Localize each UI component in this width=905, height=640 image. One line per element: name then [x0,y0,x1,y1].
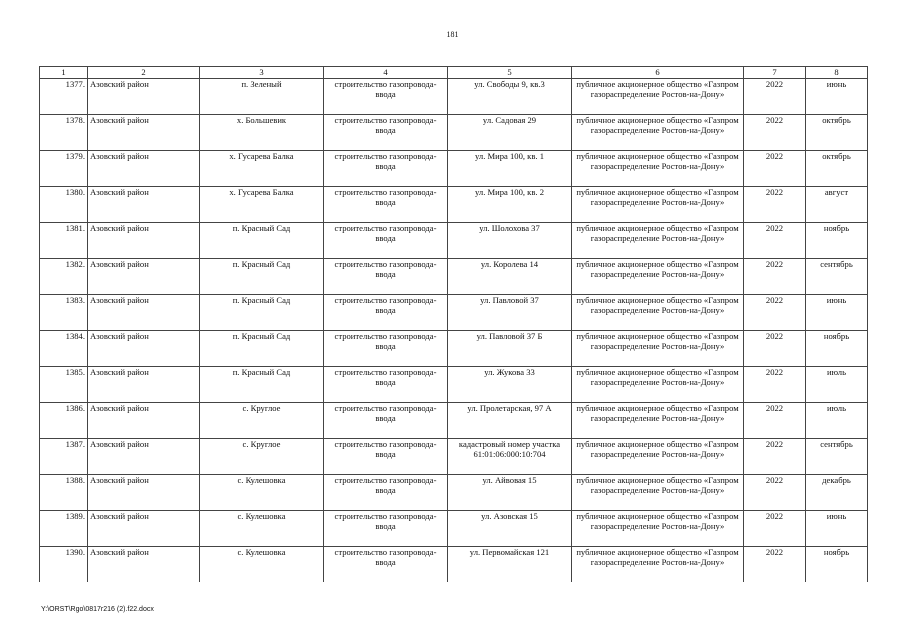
year-cell: 2022 [744,151,806,187]
row-number: 1386. [40,403,88,439]
year-cell: 2022 [744,295,806,331]
table-row [40,439,868,475]
month-cell: июнь [806,511,868,547]
work-type-cell: строительство газопровода-ввода [324,79,448,115]
settlement-cell: х. Большевик [200,115,324,151]
settlement-cell: с. Круглое [200,403,324,439]
settlement-cell: п. Красный Сад [200,295,324,331]
organization-cell: публичное акционерное общество «Газпром газораспределение Ростов-на-Дону» [572,187,744,223]
organization-cell: публичное акционерное общество «Газпром газораспределение Ростов-на-Дону» [572,79,744,115]
table-row [40,223,868,259]
month-cell: октябрь [806,151,868,187]
settlement-cell: с. Кулешовка [200,475,324,511]
month-cell: июль [806,367,868,403]
table-row [40,511,868,547]
month-cell: июнь [806,295,868,331]
district-cell: Азовский район [88,403,200,439]
district-cell: Азовский район [88,475,200,511]
settlement-cell: х. Гусарева Балка [200,187,324,223]
year-cell: 2022 [744,115,806,151]
table-row [40,367,868,403]
organization-cell: публичное акционерное общество «Газпром газораспределение Ростов-на-Дону» [572,511,744,547]
address-cell: ул. Азовская 15 [448,511,572,547]
address-cell: ул. Пролетарская, 97 А [448,403,572,439]
row-number: 1380. [40,187,88,223]
column-header: 6 [572,67,744,79]
settlement-cell: с. Кулешовка [200,547,324,583]
settlement-cell: п. Красный Сад [200,223,324,259]
table-row [40,403,868,439]
work-type-cell: строительство газопровода-ввода [324,223,448,259]
table-row [40,115,868,151]
address-cell: ул. Айвовая 15 [448,475,572,511]
row-number: 1388. [40,475,88,511]
address-cell: ул. Королева 14 [448,259,572,295]
address-cell: ул. Первомайская 121 [448,547,572,583]
work-type-cell: строительство газопровода-ввода [324,547,448,583]
district-cell: Азовский район [88,511,200,547]
page-number: 181 [446,30,459,39]
table-row [40,259,868,295]
settlement-cell: х. Гусарева Балка [200,151,324,187]
year-cell: 2022 [744,439,806,475]
organization-cell: публичное акционерное общество «Газпром газораспределение Ростов-на-Дону» [572,295,744,331]
district-cell: Азовский район [88,115,200,151]
row-number: 1381. [40,223,88,259]
address-cell: ул. Мира 100, кв. 2 [448,187,572,223]
row-number: 1377. [40,79,88,115]
header-row [40,67,868,79]
table-row [40,475,868,511]
work-type-cell: строительство газопровода-ввода [324,367,448,403]
address-cell: кадастровый номер участка 61:01:06:000:10:704 [448,439,572,475]
work-type-cell: строительство газопровода-ввода [324,403,448,439]
settlement-cell: с. Кулешовка [200,511,324,547]
year-cell: 2022 [744,511,806,547]
address-cell: ул. Павловой 37 [448,295,572,331]
year-cell: 2022 [744,403,806,439]
month-cell: сентябрь [806,439,868,475]
organization-cell: публичное акционерное общество «Газпром газораспределение Ростов-на-Дону» [572,223,744,259]
year-cell: 2022 [744,187,806,223]
column-header: 8 [806,67,868,79]
row-number: 1389. [40,511,88,547]
address-cell: ул. Садовая 29 [448,115,572,151]
table-row [40,295,868,331]
work-type-cell: строительство газопровода-ввода [324,151,448,187]
month-cell: октябрь [806,115,868,151]
address-cell: ул. Шолохова 37 [448,223,572,259]
table-row [40,151,868,187]
district-cell: Азовский район [88,259,200,295]
district-cell: Азовский район [88,367,200,403]
work-type-cell: строительство газопровода-ввода [324,511,448,547]
work-type-cell: строительство газопровода-ввода [324,295,448,331]
settlement-cell: с. Круглое [200,439,324,475]
organization-cell: публичное акционерное общество «Газпром газораспределение Ростов-на-Дону» [572,331,744,367]
column-header: 3 [200,67,324,79]
district-cell: Азовский район [88,151,200,187]
column-header: 1 [40,67,88,79]
column-header: 5 [448,67,572,79]
month-cell: ноябрь [806,331,868,367]
row-number: 1379. [40,151,88,187]
file-path-footer: Y:\ORST\Rgo\0817r216 (2).f22.docx [41,606,154,613]
address-cell: ул. Жукова 33 [448,367,572,403]
organization-cell: публичное акционерное общество «Газпром газораспределение Ростов-на-Дону» [572,259,744,295]
column-header: 4 [324,67,448,79]
column-header: 7 [744,67,806,79]
table-row [40,187,868,223]
work-type-cell: строительство газопровода-ввода [324,475,448,511]
work-type-cell: строительство газопровода-ввода [324,115,448,151]
address-cell: ул. Павловой 37 Б [448,331,572,367]
year-cell: 2022 [744,259,806,295]
month-cell: июль [806,403,868,439]
district-cell: Азовский район [88,547,200,583]
district-cell: Азовский район [88,187,200,223]
month-cell: июнь [806,79,868,115]
column-header: 2 [88,67,200,79]
table-row [40,547,868,583]
year-cell: 2022 [744,223,806,259]
district-cell: Азовский район [88,295,200,331]
row-number: 1384. [40,331,88,367]
settlement-cell: п. Красный Сад [200,367,324,403]
organization-cell: публичное акционерное общество «Газпром газораспределение Ростов-на-Дону» [572,475,744,511]
row-number: 1385. [40,367,88,403]
month-cell: ноябрь [806,223,868,259]
organization-cell: публичное акционерное общество «Газпром газораспределение Ростов-на-Дону» [572,439,744,475]
month-cell: декабрь [806,475,868,511]
row-number: 1383. [40,295,88,331]
organization-cell: публичное акционерное общество «Газпром газораспределение Ростов-на-Дону» [572,367,744,403]
organization-cell: публичное акционерное общество «Газпром газораспределение Ростов-на-Дону» [572,547,744,583]
organization-cell: публичное акционерное общество «Газпром газораспределение Ростов-на-Дону» [572,403,744,439]
settlement-cell: п. Зеленый [200,79,324,115]
work-type-cell: строительство газопровода-ввода [324,331,448,367]
settlement-cell: п. Красный Сад [200,259,324,295]
row-number: 1387. [40,439,88,475]
row-number: 1382. [40,259,88,295]
year-cell: 2022 [744,367,806,403]
work-type-cell: строительство газопровода-ввода [324,259,448,295]
year-cell: 2022 [744,547,806,583]
district-cell: Азовский район [88,439,200,475]
work-type-cell: строительство газопровода-ввода [324,187,448,223]
organization-cell: публичное акционерное общество «Газпром газораспределение Ростов-на-Дону» [572,115,744,151]
work-type-cell: строительство газопровода-ввода [324,439,448,475]
settlement-cell: п. Красный Сад [200,331,324,367]
table-row [40,331,868,367]
month-cell: август [806,187,868,223]
address-cell: ул. Мира 100, кв. 1 [448,151,572,187]
district-cell: Азовский район [88,223,200,259]
year-cell: 2022 [744,79,806,115]
row-number: 1390. [40,547,88,583]
district-cell: Азовский район [88,331,200,367]
month-cell: сентябрь [806,259,868,295]
organization-cell: публичное акционерное общество «Газпром газораспределение Ростов-на-Дону» [572,151,744,187]
year-cell: 2022 [744,331,806,367]
gasification-table [39,66,868,582]
month-cell: ноябрь [806,547,868,583]
year-cell: 2022 [744,475,806,511]
table-row [40,79,868,115]
row-number: 1378. [40,115,88,151]
address-cell: ул. Свободы 9, кв.3 [448,79,572,115]
district-cell: Азовский район [88,79,200,115]
